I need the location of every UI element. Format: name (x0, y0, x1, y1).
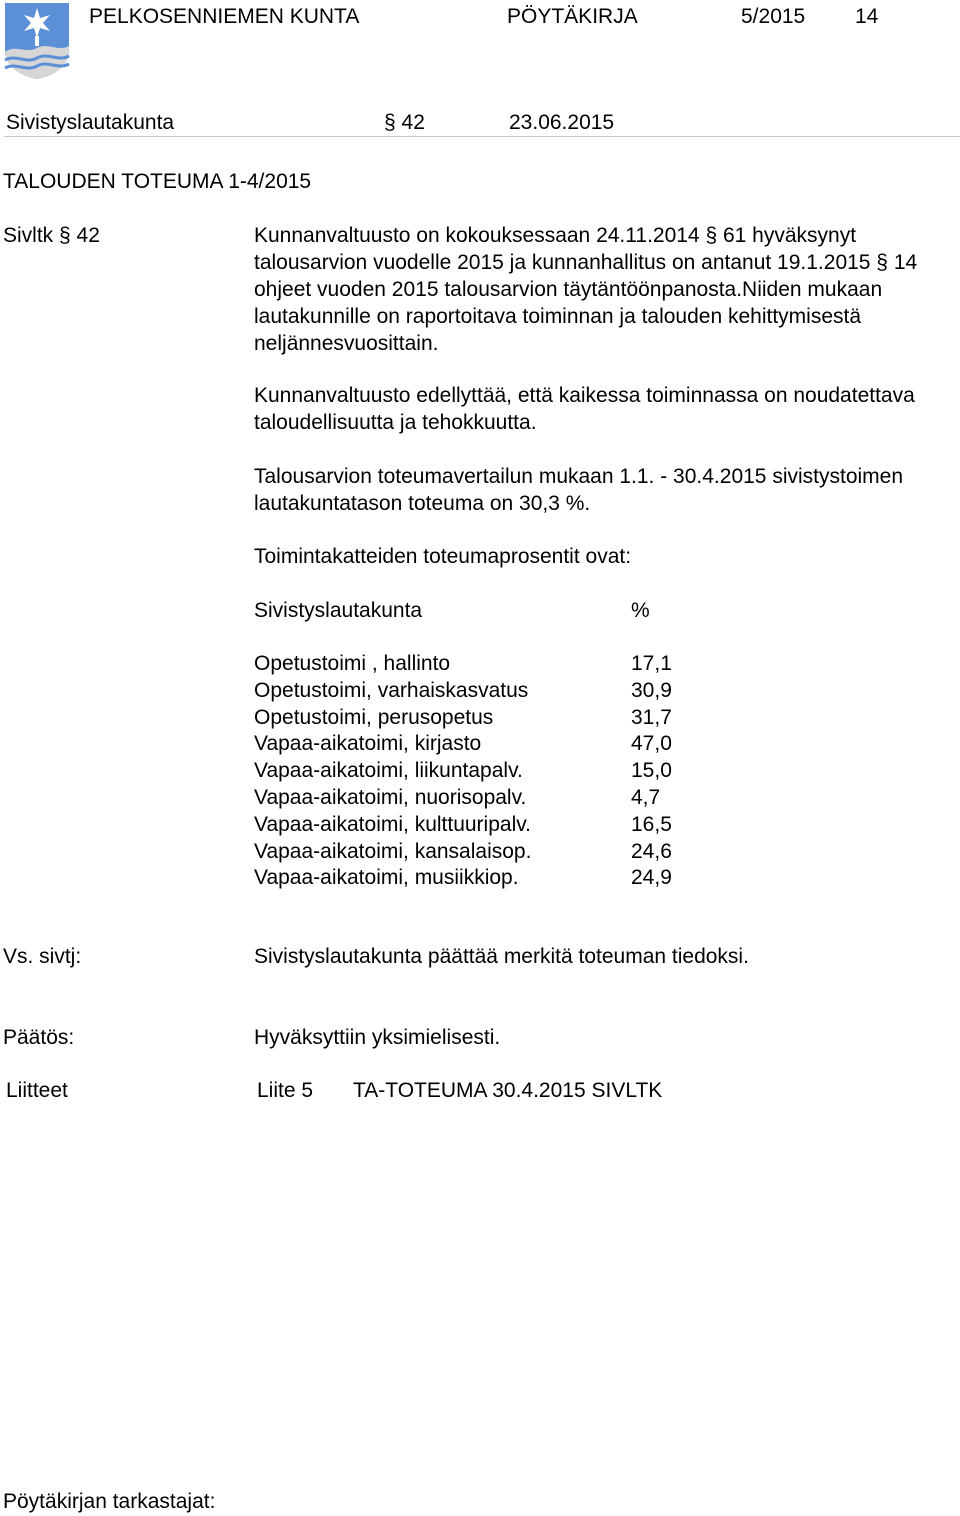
inspectors-label: Pöytäkirjan tarkastajat: (3, 1490, 216, 1513)
row-name: Opetustoimi, perusopetus (254, 705, 494, 729)
attachments-label: Liitteet (6, 1079, 68, 1102)
table-row (254, 678, 672, 705)
row-value: 24,6 (631, 839, 672, 863)
proposal-label: Vs. sivtj: (3, 945, 82, 968)
row-name: Vapaa-aikatoimi, kirjasto (254, 732, 482, 756)
row-name: Vapaa-aikatoimi, kulttuuripalv. (254, 812, 532, 836)
section-number: § 42 (384, 111, 425, 134)
table-row (254, 705, 672, 732)
municipality-name: PELKOSENNIEMEN KUNTA (89, 5, 360, 28)
proposal-text: Sivistyslautakunta päättää merkitä toteuman tiedoksi. (254, 945, 749, 968)
paragraph-background (254, 222, 954, 357)
row-name: Vapaa-aikatoimi, nuorisopalv. (254, 785, 527, 809)
decision-text: Hyväksyttiin yksimielisesti. (254, 1026, 501, 1049)
attachment-name: TA-TOTEUMA 30.4.2015 SIVLTK (353, 1079, 663, 1102)
section-title: TALOUDEN TOTEUMA 1-4/2015 (3, 170, 312, 193)
row-value: 30,9 (631, 678, 672, 702)
table-row (254, 731, 672, 758)
meeting-date: 23.06.2015 (509, 111, 615, 134)
table-header-name: Sivistyslautakunta (254, 599, 423, 622)
header-divider (4, 136, 960, 137)
paragraph-intro-table (254, 543, 954, 570)
municipality-coat-of-arms-logo (4, 2, 70, 80)
attachment-item: Liite 5 (257, 1079, 314, 1102)
row-value: 4,7 (631, 785, 661, 809)
row-value: 24,9 (631, 866, 672, 890)
row-name: Opetustoimi, varhaiskasvatus (254, 678, 529, 702)
percentage-table (254, 651, 672, 892)
row-value: 17,1 (631, 652, 672, 675)
table-row (254, 785, 672, 812)
row-name: Vapaa-aikatoimi, liikuntapalv. (254, 759, 523, 783)
section-reference: Sivltk § 42 (3, 224, 100, 247)
row-value: 16,5 (631, 812, 672, 836)
table-row (254, 839, 672, 866)
paragraph-requirement (254, 382, 954, 436)
row-name: Vapaa-aikatoimi, kansalaisop. (254, 839, 532, 863)
table-header-percent: % (631, 599, 650, 622)
row-name: Opetustoimi , hallinto (254, 652, 451, 675)
table-row (254, 812, 672, 839)
paragraph-text: Kunnanvaltuusto edellyttää, että kaikessa toiminnassa on noudatettava taloudellisuutta ja tehokkuutta. (254, 384, 915, 434)
table-row (254, 758, 672, 785)
row-value: 15,0 (631, 759, 672, 783)
row-value: 47,0 (631, 732, 672, 756)
table-row (254, 651, 672, 678)
page-number: 14 (855, 5, 879, 28)
meeting-body: Sivistyslautakunta (6, 111, 175, 134)
document-type: PÖYTÄKIRJA (507, 5, 638, 28)
paragraph-text: Toimintakatteiden toteumaprosentit ovat: (254, 545, 632, 568)
decision-label: Päätös: (3, 1026, 75, 1049)
paragraph-outcome (254, 463, 954, 517)
row-value: 31,7 (631, 705, 672, 729)
paragraph-text: Kunnanvaltuusto on kokouksessaan 24.11.2014 § 61 hyväksynyt talousarvion vuodelle 2015 ja kunnanhallitus on antanut 19.1.2015 § 14 ohjeet vuoden 2015 talousarvion täytäntöönpanosta.Niiden mukaan lautakunnille on raportoitava toiminnan ja talouden kehittymisestä neljännesvuosittain. (254, 224, 918, 355)
paragraph-text: Talousarvion toteumavertailun mukaan 1.1. - 30.4.2015 sivistystoimen lautakuntatason toteuma on 30,3 %. (254, 465, 904, 515)
row-name: Vapaa-aikatoimi, musiikkiop. (254, 866, 519, 890)
document-number: 5/2015 (741, 5, 806, 28)
table-row (254, 865, 672, 892)
